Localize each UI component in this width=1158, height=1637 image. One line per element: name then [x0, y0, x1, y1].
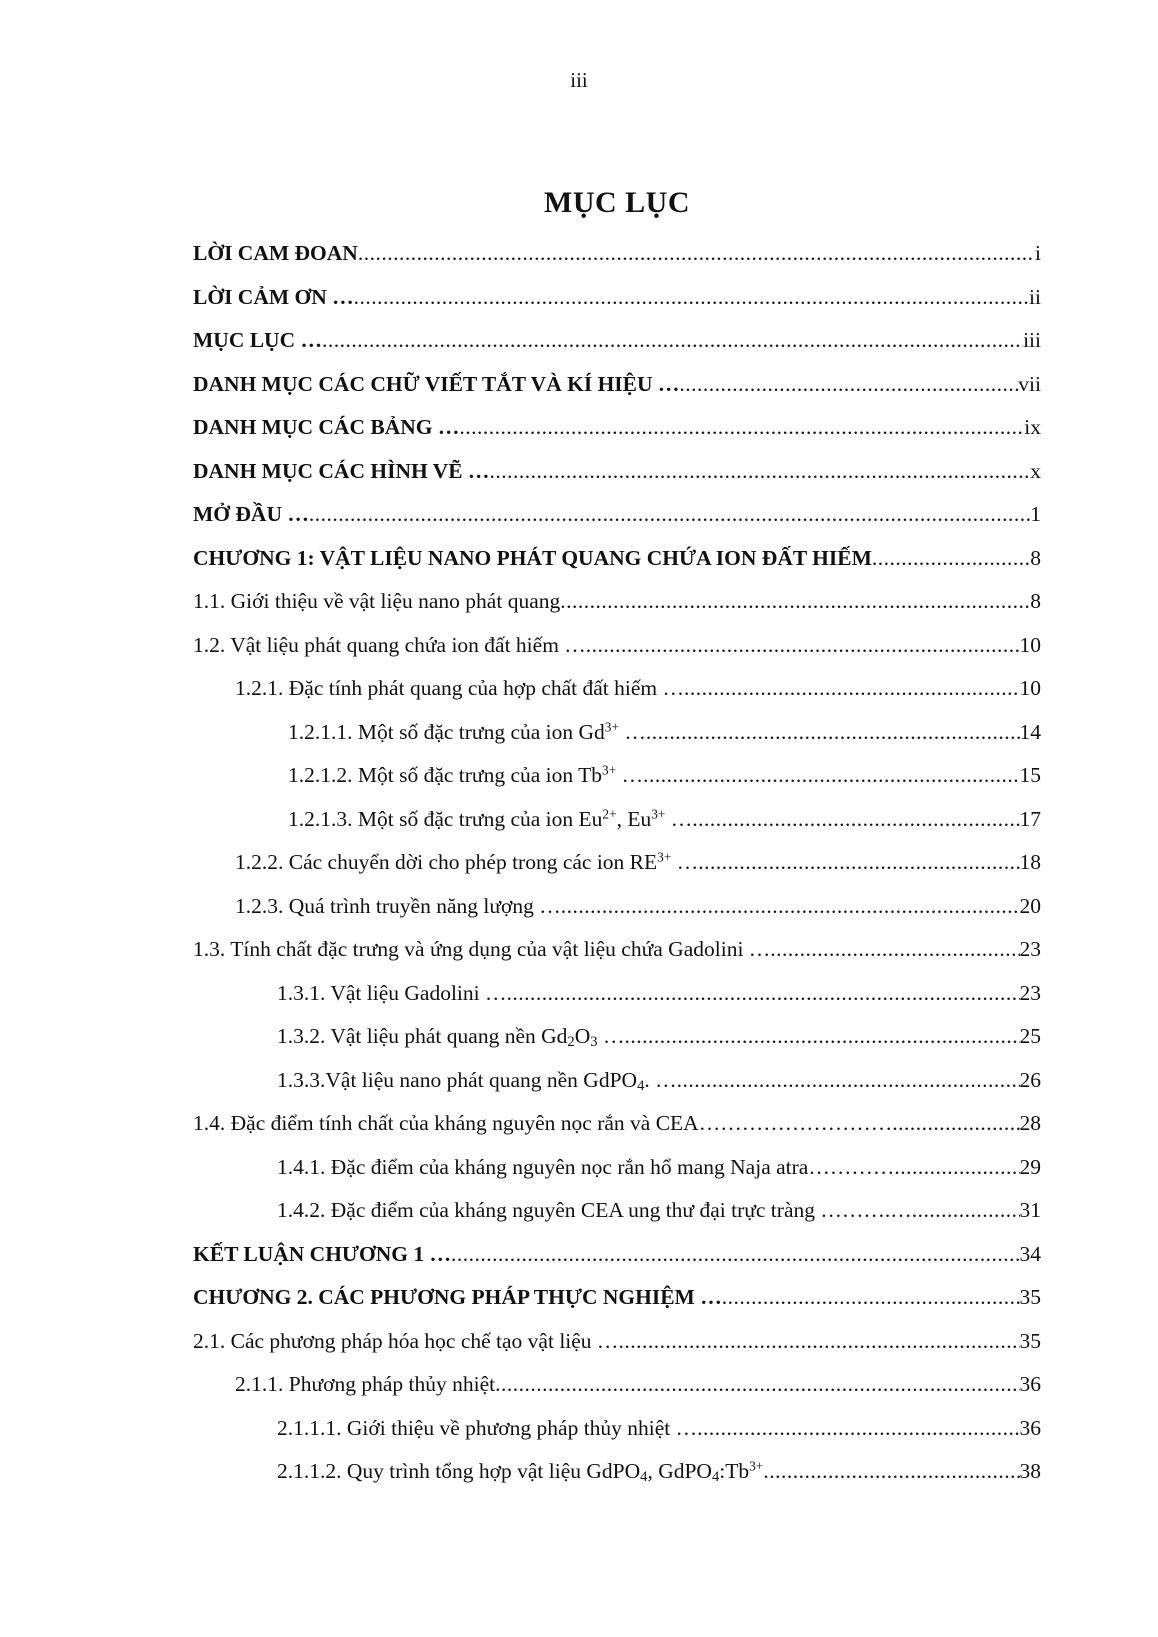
- toc-entry-title: DANH MỤC CÁC BẢNG …: [193, 415, 460, 439]
- toc-entry-page: 26: [1019, 1067, 1041, 1092]
- toc-entry-ket-luan-chuong-1[interactable]: [193, 1233, 1041, 1277]
- toc-entry-title: 1.4.2. Đặc điểm của kháng nguyên CEA ung thư đại trực tràng ……….…: [277, 1198, 912, 1222]
- toc-entry-mo-dau[interactable]: [193, 493, 1041, 537]
- toc-entry-page: 8: [1030, 589, 1041, 613]
- toc-entry-page: 35: [1019, 1328, 1041, 1353]
- dot-leader: [697, 1407, 1019, 1451]
- toc-entry-page: i: [1035, 241, 1041, 265]
- toc-entry-title: KẾT LUẬN CHƯƠNG 1 …: [193, 1241, 452, 1266]
- dot-leader: [698, 841, 1019, 885]
- toc-entry-page: 23: [1019, 937, 1041, 961]
- dot-leader: [894, 1146, 1019, 1190]
- toc-entry-page: 29: [1019, 1154, 1041, 1179]
- toc-entry-page: vii: [1018, 371, 1041, 396]
- dot-leader: [684, 667, 1019, 711]
- toc-entry-title: DANH MỤC CÁC HÌNH VẼ …: [193, 458, 490, 483]
- toc-entry-page: 31: [1019, 1198, 1041, 1222]
- toc-entry-title: 1.2.3. Quá trình truyền năng lượng …: [235, 893, 561, 918]
- toc-entry-title: 2.1.1.2. Quy trình tổng hợp vật liệu GdPO$_4$, $GdPO_4:Tb^{3+}$: [277, 1458, 764, 1485]
- toc-entry-1-2-1-1[interactable]: [193, 711, 1041, 755]
- toc-entry-chuong-1[interactable]: [193, 537, 1041, 581]
- toc-entry-title: 1.2.1.3. Một số đặc trưng của ion $Eu^{2+}$, $Eu^{3+}$ …: [288, 806, 693, 831]
- toc-entry-danh-muc-chu-viet-tat[interactable]: [193, 363, 1041, 407]
- toc-entry-1-4-1[interactable]: [193, 1146, 1041, 1190]
- dot-leader: [722, 1276, 1020, 1320]
- toc-entry-page: 18: [1019, 850, 1041, 874]
- toc-entry-2-1-1-2[interactable]: [193, 1450, 1041, 1494]
- page-number: iii: [570, 68, 588, 92]
- toc-entry-page: 35: [1019, 1285, 1041, 1309]
- toc-entry-1-3-1[interactable]: [193, 972, 1041, 1016]
- toc-entry-1-3[interactable]: [193, 928, 1041, 972]
- dot-leader: [679, 363, 1018, 407]
- toc-entry-1-2-3[interactable]: [193, 885, 1041, 929]
- dot-leader: [624, 1015, 1019, 1059]
- toc-entry-2-1-1[interactable]: [193, 1363, 1041, 1407]
- toc-entry-2-1-1-1[interactable]: [193, 1407, 1041, 1451]
- dot-leader: [892, 1102, 1019, 1146]
- toc-entry-1-4[interactable]: [193, 1102, 1041, 1146]
- toc-entry-title: 1.4. Đặc điểm tính chất của kháng nguyên nọc rắn và CEA………………………: [193, 1111, 893, 1135]
- toc-entry-page: 1: [1030, 502, 1041, 526]
- toc-entry-page: 36: [1019, 1372, 1041, 1396]
- toc-entry-1-3-2[interactable]: [193, 1015, 1041, 1059]
- toc-entry-title: 1.2.1.1. Một số đặc trưng của ion $Gd^{3+}$ …: [288, 719, 646, 744]
- toc-entry-page: iii: [1023, 328, 1041, 352]
- dot-leader: [561, 885, 1020, 929]
- toc-entry-page: 10: [1019, 632, 1041, 657]
- toc-entry-page: ii: [1029, 284, 1041, 309]
- toc-entry-page: 17: [1019, 806, 1041, 831]
- toc-entry-1-2[interactable]: [193, 624, 1041, 668]
- toc-entry-1-1[interactable]: [193, 580, 1041, 624]
- toc-entry-danh-muc-bang[interactable]: [193, 406, 1041, 450]
- toc-entry-page: 23: [1019, 980, 1041, 1005]
- toc-entry-title: 1.3.2. Vật liệu phát quang nền $Gd_2O_3$ …: [277, 1024, 625, 1050]
- toc-entry-title: CHƯƠNG 1: VẬT LIỆU NANO PHÁT QUANG CHỨA ION ĐẤT HIẾM: [193, 545, 872, 570]
- toc-entry-page: 34: [1019, 1241, 1041, 1266]
- dot-leader: [586, 624, 1020, 668]
- toc-entry-1-2-1-2[interactable]: [193, 754, 1041, 798]
- dot-leader: [618, 1320, 1019, 1364]
- toc-entry-chuong-2[interactable]: [193, 1276, 1041, 1320]
- toc-entry-title: 1.3.3.Vật liệu nano phát quang nền GdPO$_4$. …: [277, 1067, 677, 1094]
- toc-entry-1-4-2[interactable]: [193, 1189, 1041, 1233]
- toc-entry-page: 8: [1030, 545, 1041, 570]
- page-title: MỤC LỤC: [544, 186, 690, 219]
- toc-entry-title: MỞ ĐẦU …: [193, 502, 309, 526]
- toc-entry-loi-cam-doan[interactable]: [193, 232, 1041, 276]
- toc-entry-page: 14: [1019, 719, 1041, 744]
- dot-leader: [358, 232, 1035, 276]
- dot-leader: [643, 754, 1019, 798]
- toc-entry-muc-luc[interactable]: [193, 319, 1041, 363]
- toc-entry-1-3-3[interactable]: [193, 1059, 1041, 1103]
- toc-entry-page: x: [1030, 458, 1041, 483]
- toc-entry-title: 1.2.2. Các chuyển dời cho phép trong các ion $RE^{3+}$ …: [235, 849, 699, 874]
- toc-entry-title: 1.3. Tính chất đặc trưng và ứng dụng của vật liệu chứa Gadolini …: [193, 937, 771, 961]
- toc-entry-title: LỜI CẢM ƠN …: [193, 284, 354, 309]
- toc-entry-page: 15: [1019, 763, 1041, 787]
- toc-entry-title: MỤC LỤC …: [193, 328, 322, 352]
- toc-entry-title: 1.2.1.2. Một số đặc trưng của ion $Tb^{3+}$ …: [288, 762, 644, 787]
- toc-entry-title: 2.1. Các phương pháp hóa học chế tạo vật liệu …: [193, 1328, 619, 1353]
- toc-entry-page: 36: [1019, 1415, 1041, 1440]
- dot-leader: [459, 406, 1024, 450]
- toc-entry-loi-cam-on[interactable]: [193, 276, 1041, 320]
- dot-leader: [912, 1189, 1020, 1233]
- dot-leader: [677, 1059, 1020, 1103]
- toc-entry-title: 1.2. Vật liệu phát quang chứa ion đất hiếm …: [193, 632, 586, 657]
- dot-leader: [872, 537, 1030, 581]
- toc-entry-page: 25: [1019, 1024, 1041, 1048]
- toc-entry-title: 1.4.1. Đặc điểm của kháng nguyên nọc rắn hổ mang Naja atra…………: [277, 1154, 895, 1179]
- toc-entry-2-1[interactable]: [193, 1320, 1041, 1364]
- dot-leader: [770, 928, 1019, 972]
- dot-leader: [451, 1233, 1019, 1277]
- toc-entry-danh-muc-hinh-ve[interactable]: [193, 450, 1041, 494]
- toc-entry-1-2-1-3[interactable]: [193, 798, 1041, 842]
- dot-leader: [646, 711, 1020, 755]
- toc-entry-1-2-1[interactable]: [193, 667, 1041, 711]
- toc-entry-title: 1.3.1. Vật liệu Gadolini …: [277, 980, 507, 1005]
- toc-entry-page: 28: [1019, 1111, 1041, 1135]
- toc-entry-page: 10: [1019, 676, 1041, 700]
- toc-entry-1-2-2[interactable]: [193, 841, 1041, 885]
- toc-entry-title: 2.1.1.1. Giới thiệu về phương pháp thủy nhiệt …: [277, 1415, 698, 1440]
- table-of-contents: [193, 232, 1041, 1494]
- toc-entry-page: ix: [1024, 415, 1041, 439]
- dot-leader: [507, 972, 1020, 1016]
- dot-leader: [560, 580, 1030, 624]
- dot-leader: [692, 798, 1019, 842]
- dot-leader: [322, 319, 1023, 363]
- toc-entry-title: 1.1. Giới thiệu về vật liệu nano phát quang: [193, 589, 561, 613]
- dot-leader: [489, 450, 1030, 494]
- toc-entry-page: 38: [1019, 1459, 1041, 1483]
- toc-entry-page: 20: [1019, 893, 1041, 918]
- toc-entry-title: DANH MỤC CÁC CHỮ VIẾT TẮT VÀ KÍ HIỆU …: [193, 371, 680, 396]
- dot-leader: [763, 1450, 1019, 1494]
- toc-entry-title: 2.1.1. Phương pháp thủy nhiệt: [235, 1372, 496, 1396]
- toc-entry-title: LỜI CAM ĐOAN: [193, 241, 358, 265]
- dot-leader: [495, 1363, 1019, 1407]
- toc-entry-title: CHƯƠNG 2. CÁC PHƯƠNG PHÁP THỰC NGHIỆM …: [193, 1285, 722, 1309]
- toc-entry-title: 1.2.1. Đặc tính phát quang của hợp chất đất hiếm …: [235, 676, 685, 700]
- dot-leader: [309, 493, 1030, 537]
- dot-leader: [354, 276, 1029, 320]
